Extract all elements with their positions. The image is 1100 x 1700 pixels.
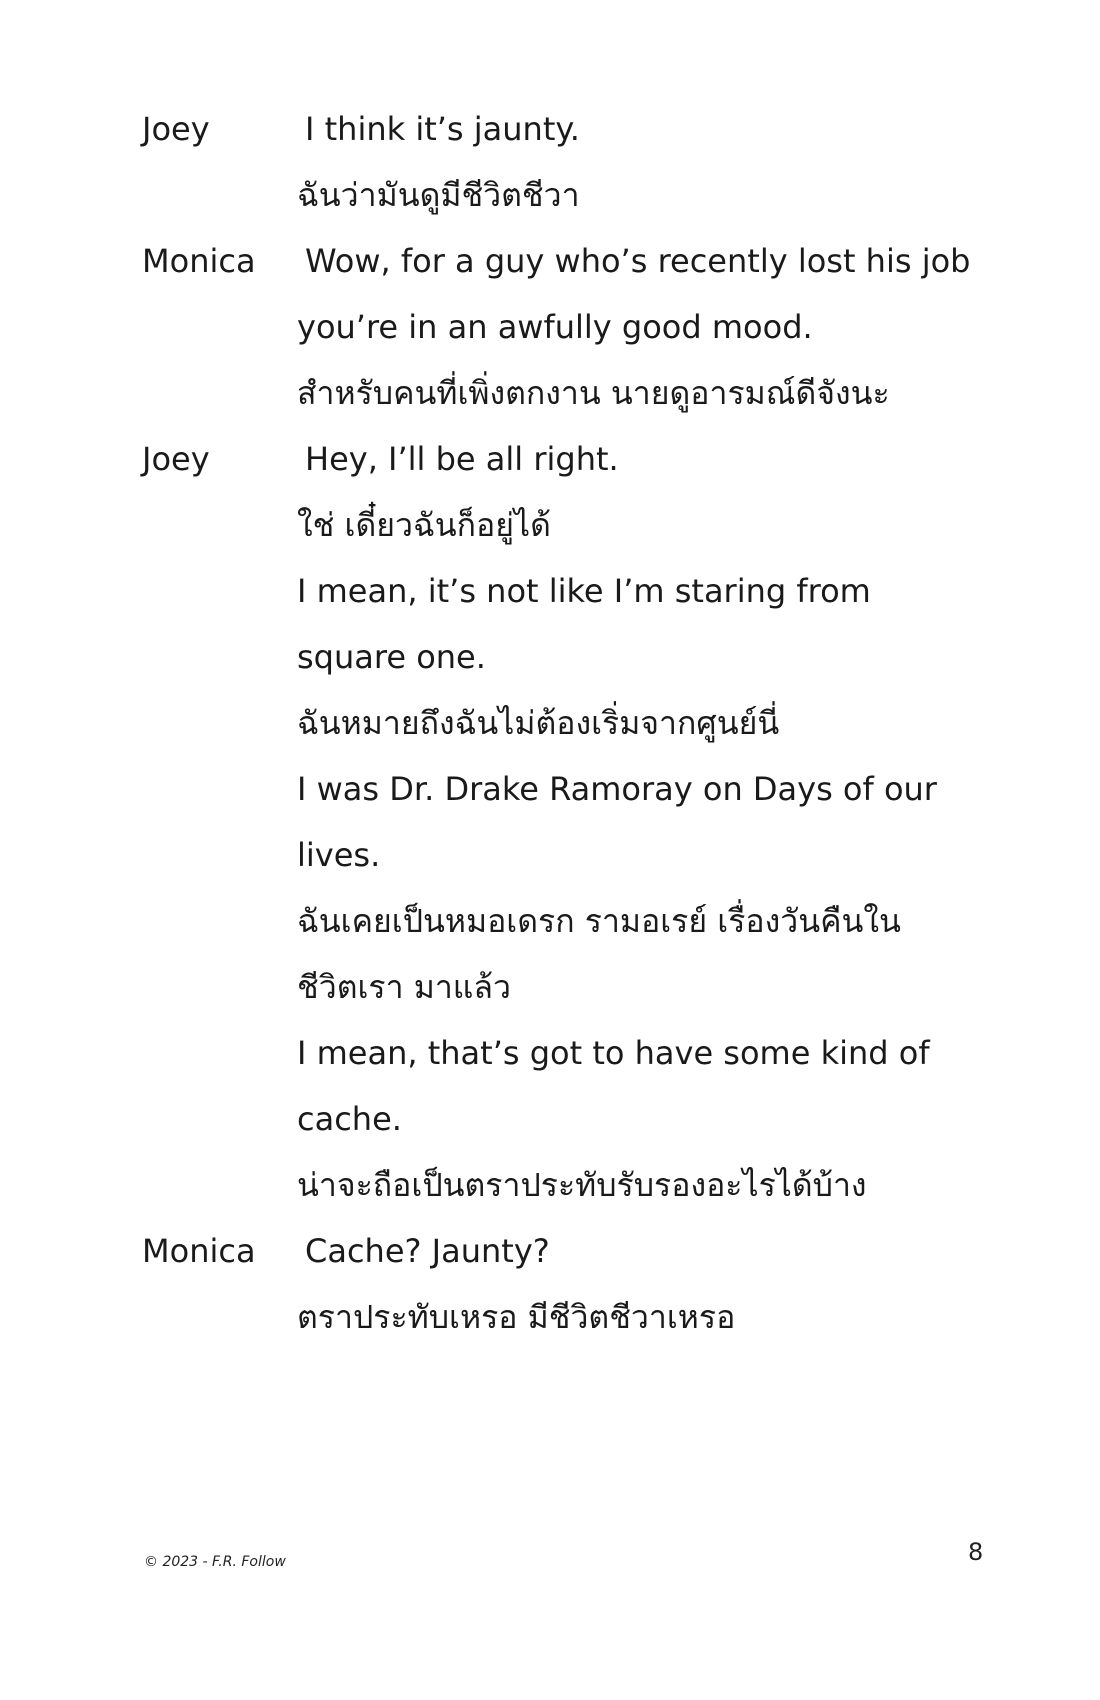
dialogue-translation: ฉันหมายถึงฉันไม่ต้องเริ่มจากศูนย์นี่ [297, 704, 780, 742]
dialogue-text: I think it’s jaunty. [305, 110, 580, 148]
dialogue-translation: น่าจะถือเป็นตราประทับรับรองอะไรได้บ้าง [297, 1166, 867, 1204]
dialogue-text: you’re in an awfully good mood. [297, 308, 813, 346]
dialogue-line [142, 954, 1002, 1020]
dialogue-text: square one. [297, 638, 486, 676]
dialogue-translation: ฉันเคยเป็นหมอเดรก รามอเรย์ เรื่องวันคืนใน [297, 902, 901, 940]
dialogue-text: cache. [297, 1100, 402, 1138]
dialogue-line [142, 1284, 1002, 1350]
dialogue-line [142, 360, 1002, 426]
dialogue-translation: ตราประทับเหรอ มีชีวิตชีวาเหรอ [297, 1298, 736, 1336]
dialogue-translation: สำหรับคนที่เพิ่งตกงาน นายดูอารมณ์ดีจังนะ [297, 374, 890, 412]
dialogue-line [142, 492, 1002, 558]
dialogue-line [142, 96, 1002, 162]
dialogue-line [142, 1020, 1002, 1086]
dialogue-text: I mean, it’s not like I’m staring from [297, 572, 871, 610]
page-number: 8 [968, 1538, 984, 1566]
dialogue-line [142, 294, 1002, 360]
dialogue-line [142, 690, 1002, 756]
dialogue-text: Wow, for a guy who’s recently lost his job [305, 242, 971, 280]
dialogue-line [142, 756, 1002, 822]
dialogue-text: Cache? Jaunty? [305, 1232, 550, 1270]
dialogue-text: lives. [297, 836, 381, 874]
dialogue-translation: ใช่ เดี๋ยวฉันก็อยู่ได้ [297, 506, 551, 544]
dialogue-line [142, 162, 1002, 228]
dialogue-text: I mean, that’s got to have some kind of [297, 1034, 930, 1072]
dialogue-line [142, 1152, 1002, 1218]
dialogue-translation: ชีวิตเรา มาแล้ว [297, 968, 511, 1006]
speaker-name: Monica [142, 242, 256, 280]
dialogue-line [142, 426, 1002, 492]
dialogue-translation: ฉันว่ามันดูมีชีวิตชีวา [297, 176, 580, 214]
dialogue-line [142, 558, 1002, 624]
speaker-name: Joey [142, 440, 210, 478]
dialogue-text: I was Dr. Drake Ramoray on Days of our [297, 770, 937, 808]
dialogue-line [142, 1218, 1002, 1284]
dialogue-line [142, 822, 1002, 888]
speaker-name: Monica [142, 1232, 256, 1270]
dialogue-line [142, 228, 1002, 294]
copyright-notice: © 2023 - F.R. Follow [144, 1554, 286, 1570]
dialogue-line [142, 624, 1002, 690]
speaker-name: Joey [142, 110, 210, 148]
dialogue-text: Hey, I’ll be all right. [305, 440, 619, 478]
dialogue-line [142, 888, 1002, 954]
dialogue-script [142, 96, 1002, 1350]
dialogue-line [142, 1086, 1002, 1152]
